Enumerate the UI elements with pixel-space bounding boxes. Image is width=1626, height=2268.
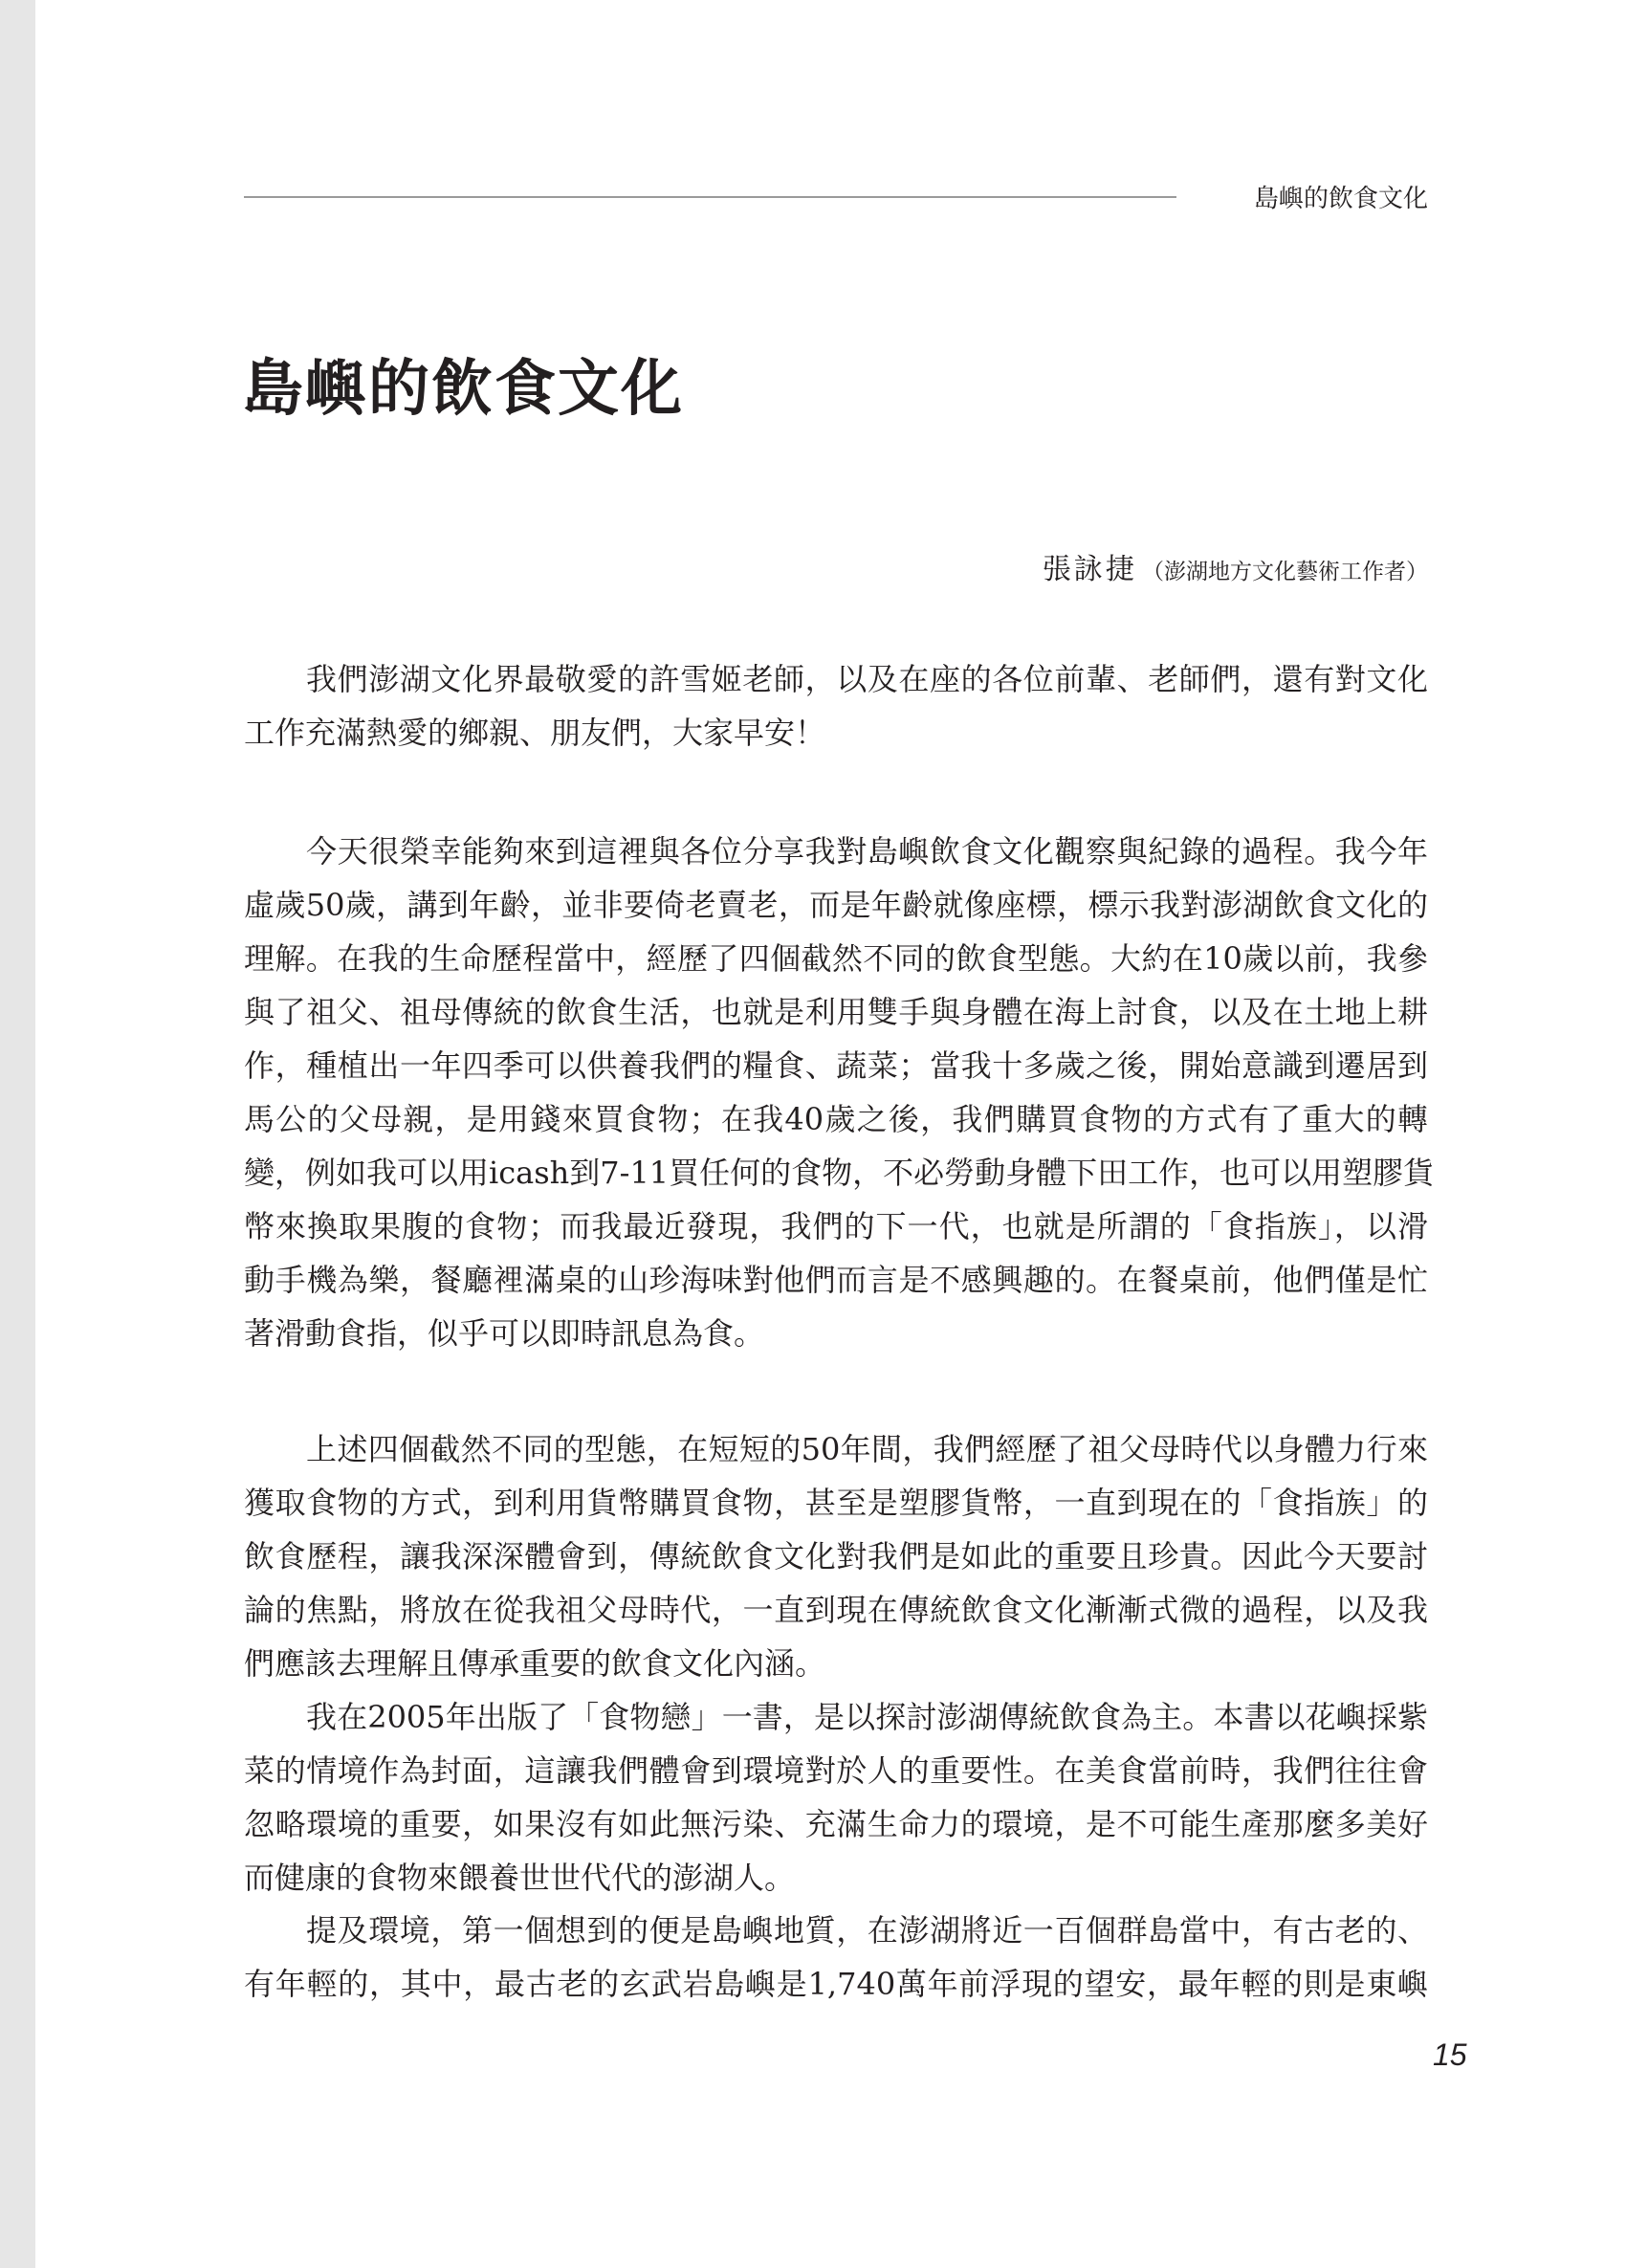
page-number: 15 bbox=[1433, 2037, 1467, 2072]
text-line: 著滑動食指，似乎可以即時訊息為食。 bbox=[244, 1315, 765, 1352]
text-line: 我們澎湖文化界最敬愛的許雪姬老師，以及在座的各位前輩、老師們，還有對文化 bbox=[306, 661, 1428, 697]
text-line: 們應該去理解且傳承重要的飲食文化內涵。 bbox=[244, 1645, 826, 1682]
text-line: 提及環境，第一個想到的便是島嶼地質，在澎湖將近一百個群島當中，有古老的、 bbox=[306, 1912, 1428, 1949]
text-line: 忽略環境的重要，如果沒有如此無污染、充滿生命力的環境，是不可能生產那麼多美好 bbox=[244, 1806, 1428, 1842]
text-line: 幣來換取果腹的食物；而我最近發現，我們的下一代，也就是所謂的「食指族」，以滑 bbox=[244, 1208, 1428, 1244]
text-line: 今天很榮幸能夠來到這裡與各位分享我對島嶼飲食文化觀察與紀錄的過程。我今年 bbox=[306, 833, 1428, 870]
text-line: 理解。在我的生命歷程當中，經歷了四個截然不同的飲食型態。大約在10歲以前，我參 bbox=[244, 940, 1428, 977]
text-line: 而健康的食物來餵養世世代代的澎湖人。 bbox=[244, 1860, 796, 1896]
paragraph-3 bbox=[244, 1422, 1428, 1690]
text-line: 變，例如我可以用icash到7-11買任何的食物，不必勞動身體下田工作，也可以用塑膠貨 bbox=[244, 1155, 1435, 1191]
text-line: 動手機為樂，餐廳裡滿桌的山珍海味對他們而言是不感興趣的。在餐桌前，他們僅是忙 bbox=[244, 1262, 1428, 1298]
text-line: 工作充滿熱愛的鄉親、朋友們，大家早安！ bbox=[244, 715, 826, 751]
author-affiliation: （澎湖地方文化藝術工作者） bbox=[1142, 560, 1428, 584]
running-header: 島嶼的飲食文化 bbox=[1253, 185, 1428, 213]
text-line: 有年輕的，其中，最古老的玄武岩島嶼是1,740萬年前浮現的望安，最年輕的則是東嶼 bbox=[244, 1966, 1428, 2002]
article-title: 島嶼的飲食文化 bbox=[242, 353, 684, 425]
author-name: 張詠捷 bbox=[1042, 553, 1137, 586]
text-line: 虛歲50歲，講到年齡，並非要倚老賣老，而是年齡就像座標，標示我對澎湖飲食文化的 bbox=[244, 887, 1428, 923]
text-line: 我在2005年出版了「食物戀」一書，是以探討澎湖傳統飲食為主。本書以花嶼採紫 bbox=[306, 1699, 1428, 1735]
paragraph-1 bbox=[244, 652, 1428, 760]
header-rule bbox=[244, 196, 1176, 198]
text-line: 論的焦點，將放在從我祖父母時代，一直到現在傳統飲食文化漸漸式微的過程，以及我 bbox=[244, 1592, 1428, 1628]
paragraph-4 bbox=[244, 1690, 1428, 1905]
paragraph-5 bbox=[244, 1904, 1428, 2011]
text-line: 菜的情境作為封面，這讓我們體會到環境對於人的重要性。在美食當前時，我們往往會 bbox=[244, 1752, 1428, 1789]
text-line: 作，種植出一年四季可以供養我們的糧食、蔬菜；當我十多歲之後，開始意識到遷居到 bbox=[244, 1047, 1428, 1084]
text-line: 與了祖父、祖母傳統的飲食生活，也就是利用雙手與身體在海上討食，以及在土地上耕 bbox=[244, 994, 1428, 1030]
paragraph-2 bbox=[244, 825, 1435, 1360]
author-line bbox=[1043, 545, 1428, 587]
text-line: 上述四個截然不同的型態，在短短的50年間，我們經歷了祖父母時代以身體力行來 bbox=[306, 1431, 1428, 1467]
text-line: 飲食歷程，讓我深深體會到，傳統飲食文化對我們是如此的重要且珍貴。因此今天要討 bbox=[244, 1538, 1428, 1574]
text-line: 獲取食物的方式，到利用貨幣購買食物，甚至是塑膠貨幣，一直到現在的「食指族」的 bbox=[244, 1485, 1428, 1521]
text-line: 馬公的父母親，是用錢來買食物；在我40歲之後，我們購買食物的方式有了重大的轉 bbox=[244, 1101, 1428, 1137]
page-edge-shadow bbox=[0, 0, 35, 2268]
